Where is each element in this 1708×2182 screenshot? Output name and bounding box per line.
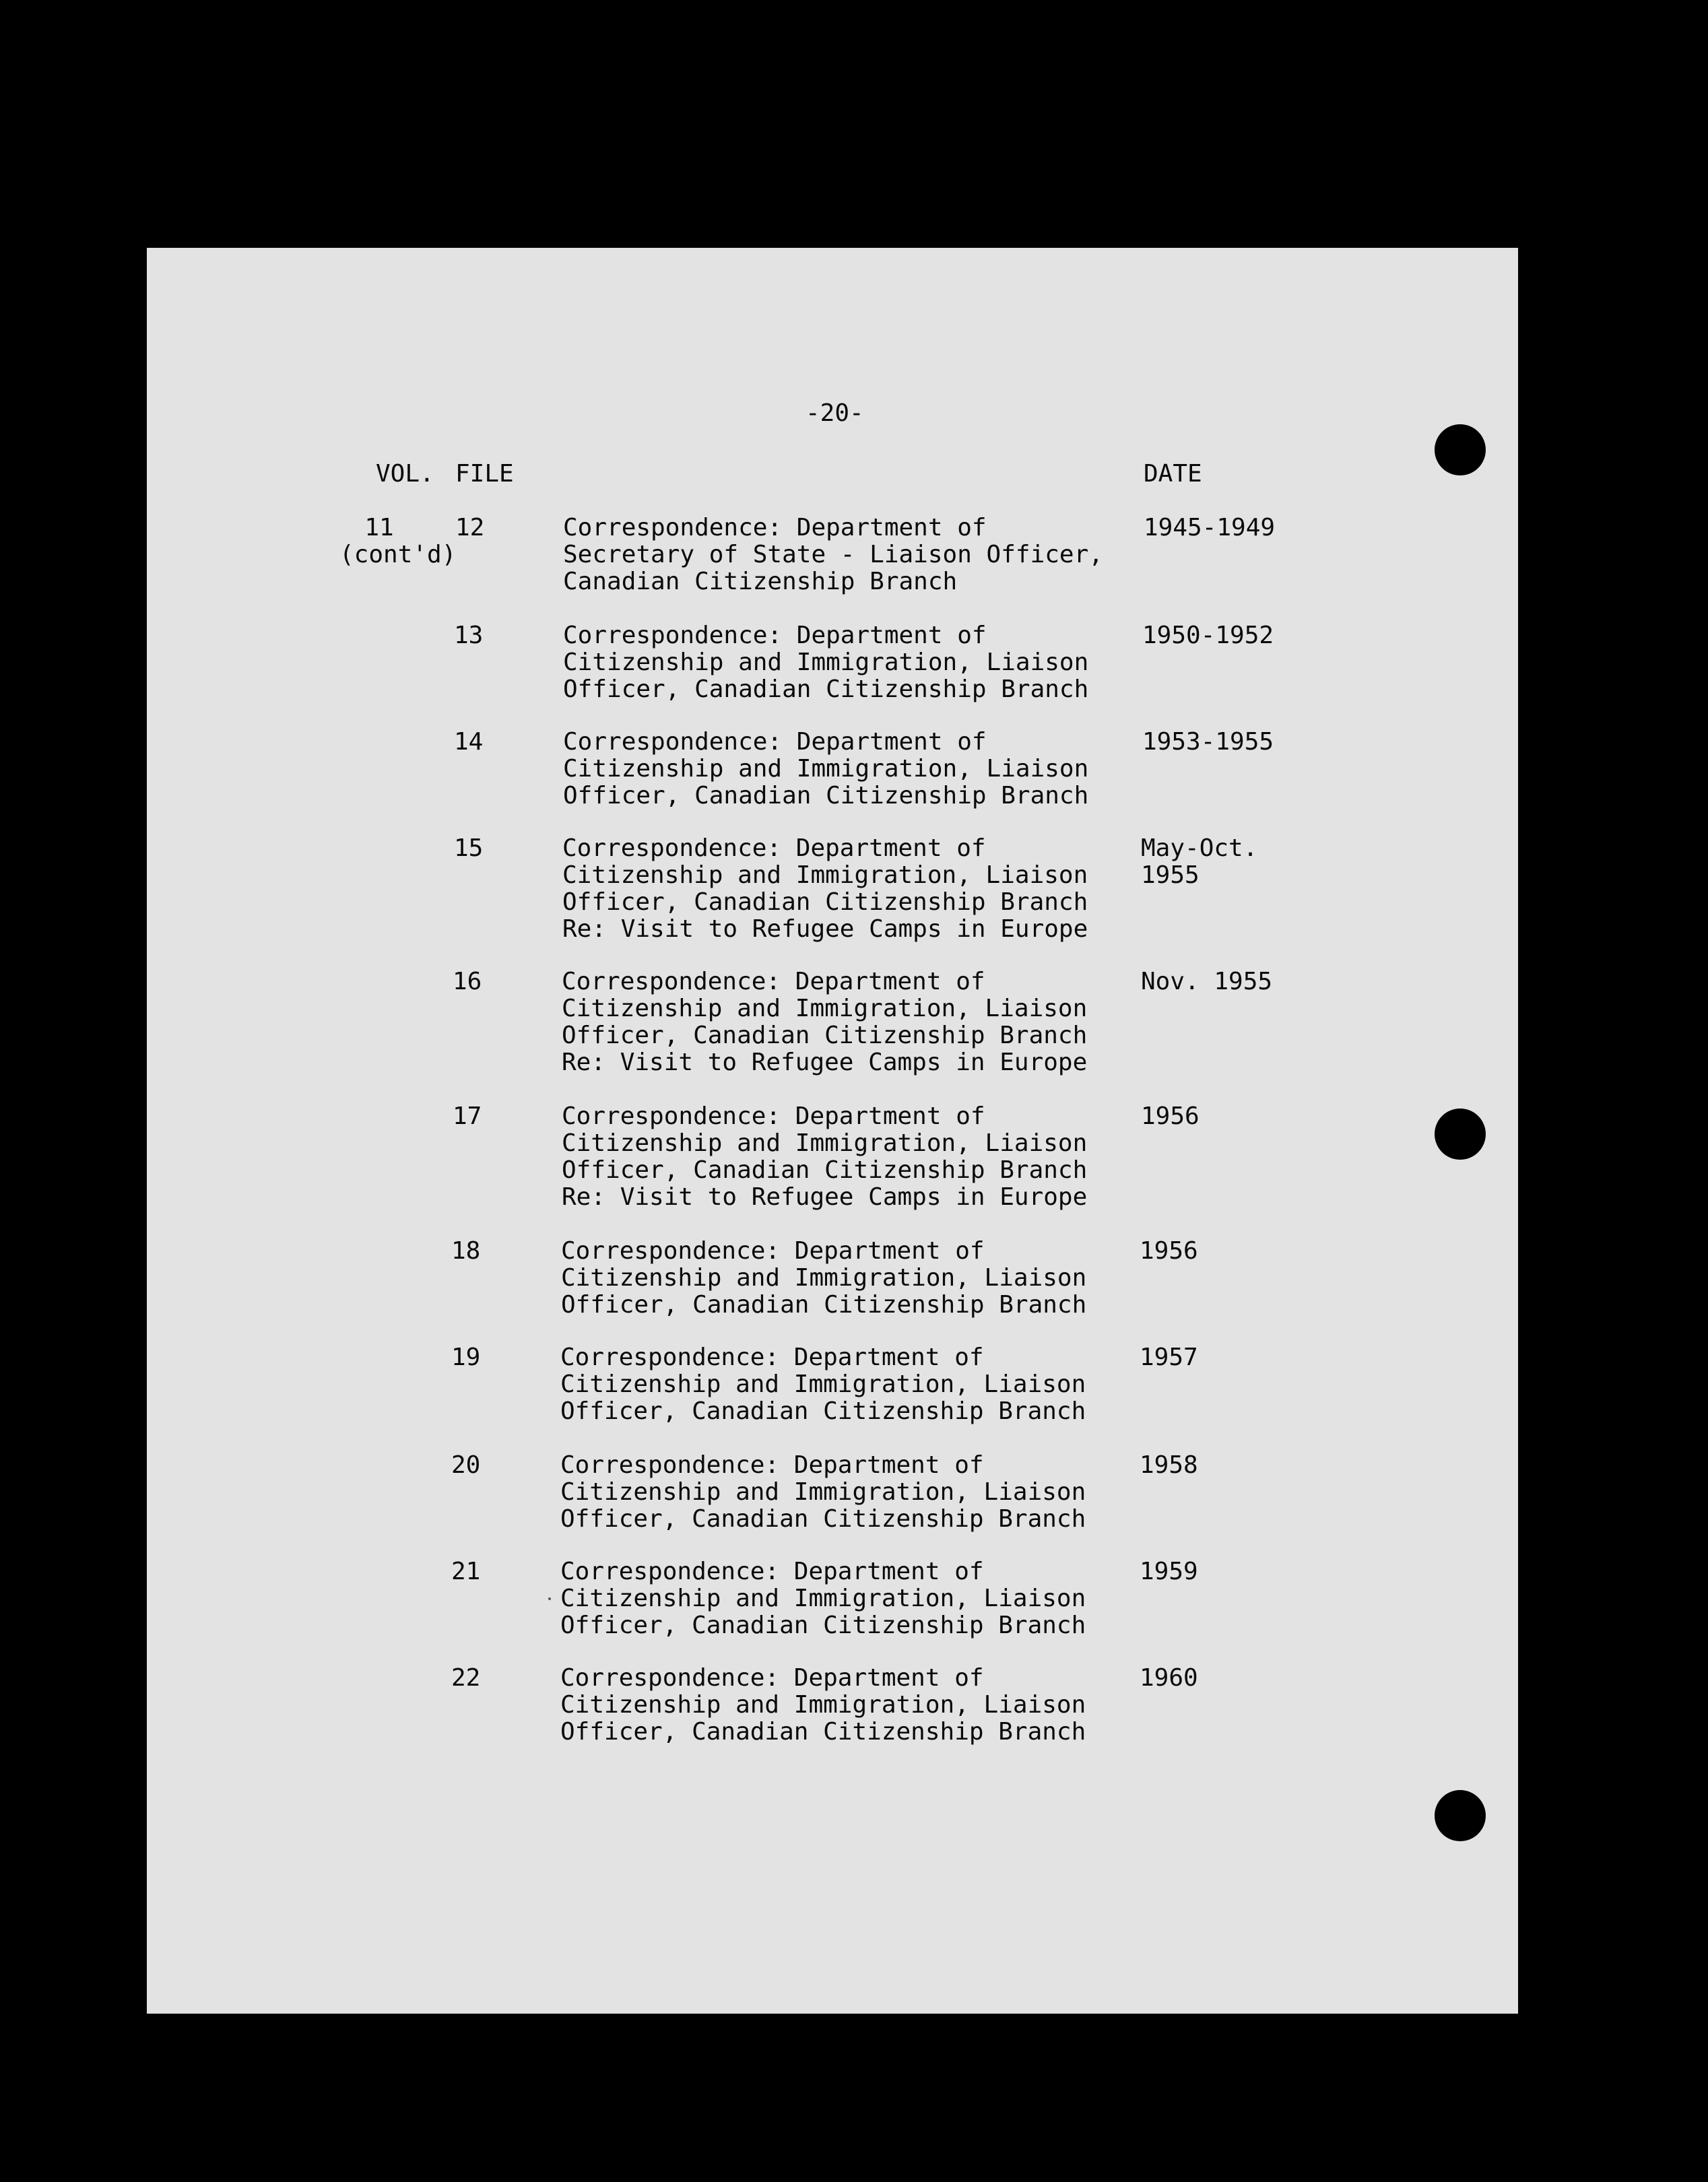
entry-date: 1958 [1140, 1451, 1198, 1479]
entry-description: Correspondence: Department of Citizenship and Immigration, Liaison Officer, Canadian Citizenship Branch [560, 1344, 1086, 1425]
document-page [147, 248, 1518, 2014]
punch-hole-top [1435, 424, 1486, 475]
scan-speck [548, 1597, 551, 1600]
entry-vol: 11 [364, 514, 394, 541]
header-vol: VOL. [376, 460, 434, 488]
entry-date: 1956 [1141, 1102, 1200, 1130]
entry-date: 1953-1955 [1142, 728, 1274, 756]
punch-hole-bottom [1435, 1790, 1486, 1841]
entry-file: 17 [453, 1102, 482, 1130]
entry-description: Correspondence: Department of Citizenship and Immigration, Liaison Officer, Canadian Citizenship Branch [563, 622, 1089, 703]
entry-file: 13 [454, 622, 484, 649]
entry-file: 12 [455, 514, 485, 541]
entry-date: May-Oct. 1955 [1141, 834, 1258, 889]
entry-date: 1950-1952 [1142, 622, 1274, 649]
entry-date: 1959 [1140, 1558, 1198, 1585]
entry-description: Correspondence: Department of Citizenship and Immigration, Liaison Officer, Canadian Citizenship Branch [561, 1237, 1087, 1319]
entry-description: Correspondence: Department of Citizenship and Immigration, Liaison Officer, Canadian Citizenship Branch [560, 1558, 1086, 1639]
entry-file: 15 [454, 834, 484, 862]
entry-date: 1960 [1140, 1664, 1198, 1692]
entry-file: 18 [451, 1237, 481, 1265]
entry-vol-note: (cont'd) [339, 541, 457, 568]
entry-file: 14 [454, 728, 484, 756]
entry-date: 1945-1949 [1144, 514, 1276, 541]
entry-file: 16 [453, 968, 482, 995]
entry-description: Correspondence: Department of Citizenship and Immigration, Liaison Officer, Canadian Citizenship Branch [560, 1664, 1086, 1746]
entry-file: 21 [451, 1558, 481, 1585]
punch-hole-middle [1435, 1109, 1486, 1160]
entry-date: 1956 [1140, 1237, 1198, 1265]
entry-file: 22 [451, 1664, 481, 1692]
entry-date: 1957 [1140, 1344, 1198, 1371]
entry-description: Correspondence: Department of Citizenship and Immigration, Liaison Officer, Canadian Citizenship Branch Re: Visit to Refugee Camps in Europe [562, 834, 1088, 943]
entry-description: Correspondence: Department of Citizenship and Immigration, Liaison Officer, Canadian Citizenship Branch [563, 728, 1089, 809]
entry-description: Correspondence: Department of Secretary of State - Liaison Officer, Canadian Citizenship Branch [563, 514, 1103, 595]
entry-file: 20 [451, 1451, 481, 1479]
header-file: FILE [455, 460, 514, 488]
entry-description: Correspondence: Department of Citizenship and Immigration, Liaison Officer, Canadian Citizenship Branch [560, 1451, 1086, 1533]
entry-description: Correspondence: Department of Citizenship and Immigration, Liaison Officer, Canadian Citizenship Branch Re: Visit to Refugee Camps in Europe [562, 968, 1088, 1076]
header-date: DATE [1144, 460, 1202, 488]
entry-file: 19 [451, 1344, 481, 1371]
page-number: -20- [806, 399, 864, 427]
entry-date: Nov. 1955 [1141, 968, 1273, 995]
entry-description: Correspondence: Department of Citizenship and Immigration, Liaison Officer, Canadian Citizenship Branch Re: Visit to Refugee Camps in Europe [562, 1102, 1088, 1211]
